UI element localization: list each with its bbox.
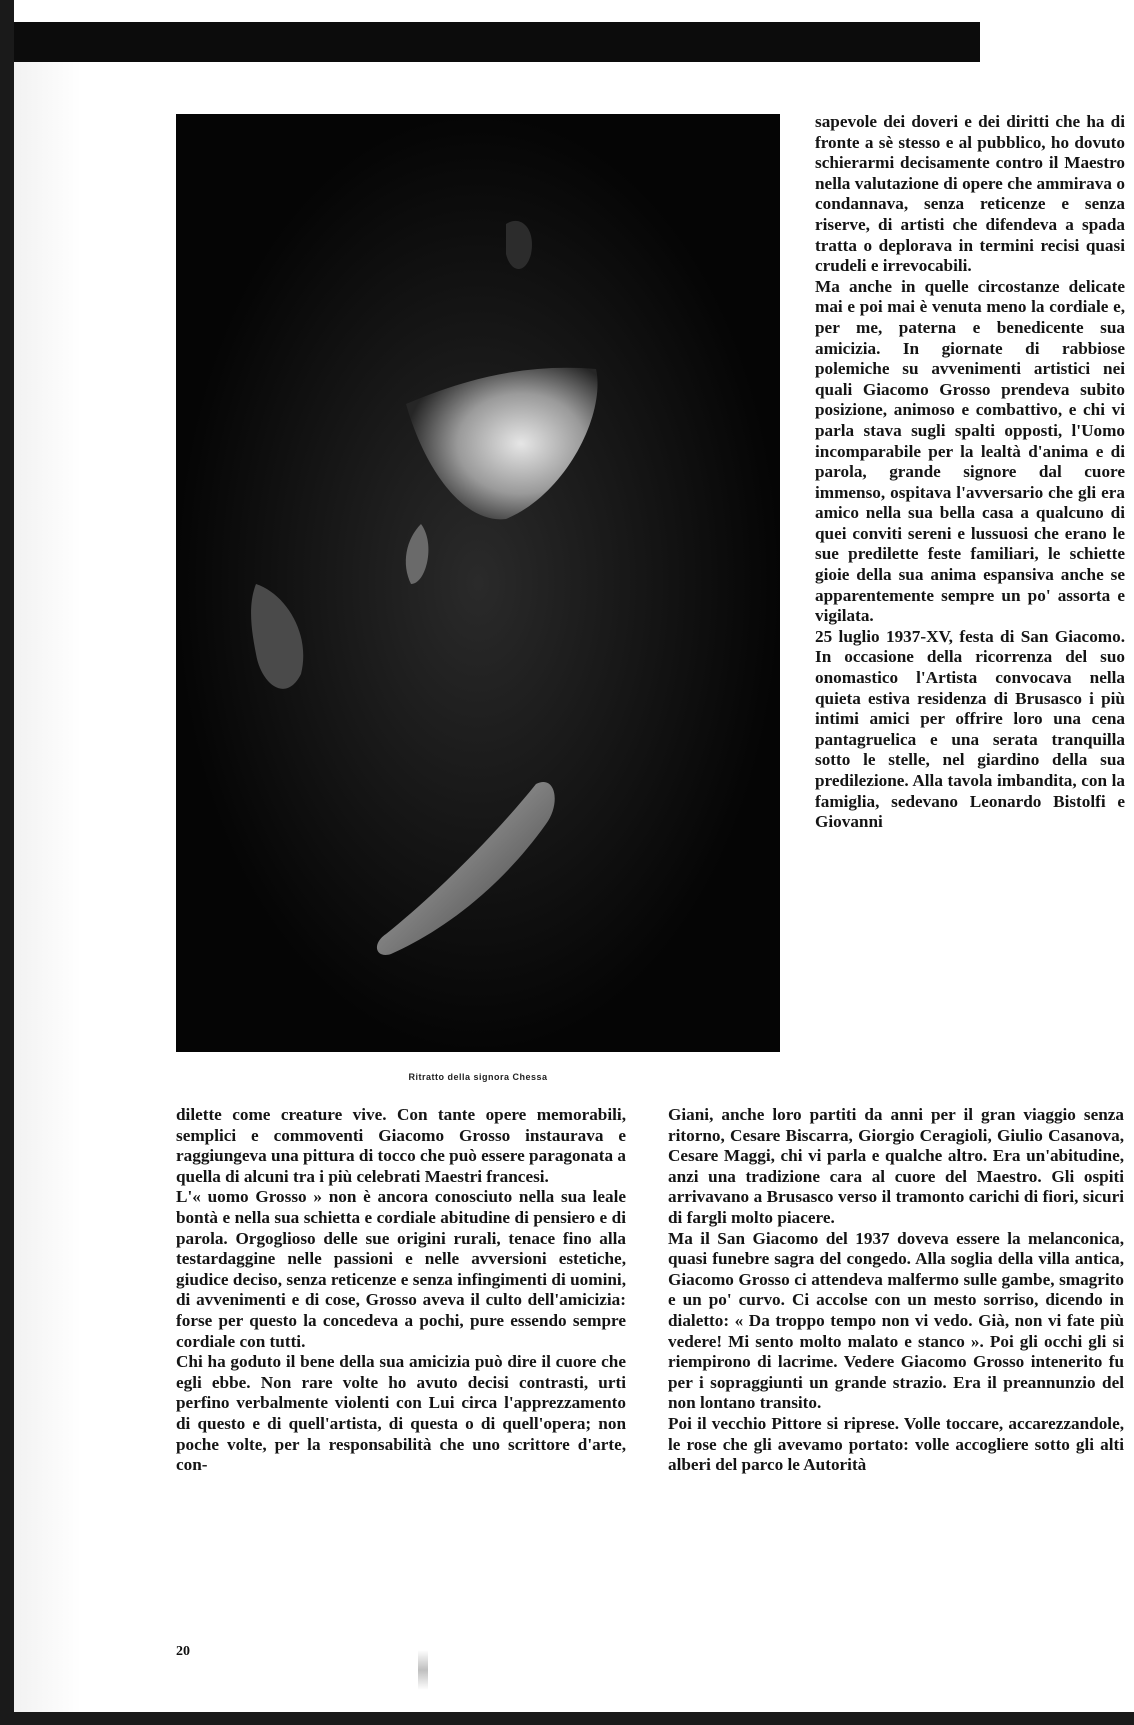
paragraph: dilette come creature vive. Con tante opere memorabili, semplici e commoventi Giacomo Grosso instaurava e raggiungeva una pittura di tocco che può essere paragonata a quella di alcuni tra i più celebrati Maestri francesi. <box>176 1105 626 1186</box>
paragraph: sapevole dei doveri e dei diritti che ha di fronte a sè stesso e al pubblico, ho dovuto schierarmi decisamente contro il Maestro nella valutazione di opere che ammirava o condannava, senza reticenze e senza riserve, di artisti che difendeva a spada tratta o deplorava in termini recisi quasi crudeli e irrevocabili. <box>815 112 1125 276</box>
paragraph: Poi il vecchio Pittore si riprese. Volle toccare, accarezzandole, le rose che gli avevamo portato: volle accogliere sotto gli alti alberi del parco le Autorità <box>668 1413 1124 1475</box>
scan-border-left <box>0 0 14 1725</box>
paragraph: Ma il San Giacomo del 1937 doveva essere la melanconica, quasi funebre sagra del congedo. Alla soglia della villa antica, Giacomo Grosso ci attendeva malfermo sulle gambe, smagrito e un po' curvo. Ci accolse con un mesto sorriso, dicendo in dialetto: « Da troppo tempo non vi vedo. Già, non vi fate più vedere! Mi sento molto malato e stanco ». Poi gli occhi gli si riempirono di lacrime. Vedere Giacomo Grosso intenerito fu per i sopraggiunti un grande strazio. Era il preannunzio del non lontano transito. <box>668 1228 1124 1413</box>
scan-border-bottom <box>0 1712 1134 1725</box>
page-margin-top <box>0 0 1134 22</box>
scan-border-top <box>0 22 980 62</box>
page-number: 20 <box>176 1644 190 1659</box>
article-column-right-bottom <box>668 1105 1124 1476</box>
paragraph: Ma anche in quelle circostanze delicate mai e poi mai è venuta meno la cordiale e, per me, paterna e benedicente sua amicizia. In giornate di rabbiose polemiche su avvenimenti artistici nei quali Giacomo Grosso prendeva subito posizione, animoso e combattivo, e chi vi parla stava sugli spalti opposti, l'Uomo incomparabile per la lealtà d'anima e di parola, grande signore dal cuore immenso, ospitava l'avversario che gli era amico nella sua bella casa a qualcuno di quei conviti sereni e lussuosi che erano le sue predilette feste familiari, le schiette gioie della sua anima espansiva anche se apparentemente sempre un po' assorta e vigilata. <box>815 276 1125 626</box>
paragraph: L'« uomo Grosso » non è ancora conosciuto nella sua leale bontà e nella sua schietta e cordiale abitudine di pensiero e di parola. Orgoglioso delle sue origini rurali, tenace fino alla testardaggine nelle passioni e nelle avversioni estetiche, giudice deciso, senza reticenze e senza infingimenti di uomini, di avvenimenti e di cose, Grosso aveva il culto dell'amicizia: forse per questo la concedeva a pochi, pure essendo sempre cordiale con tutti. <box>176 1187 626 1351</box>
photo-caption: Ritratto della signora Chessa <box>408 1072 548 1082</box>
portrait-photo <box>176 114 780 1052</box>
article-column-right-top <box>815 112 1125 833</box>
scan-artifact <box>418 1650 428 1690</box>
portrait-photo-graphic <box>176 114 780 1052</box>
article-column-left <box>176 1105 626 1476</box>
paragraph: Chi ha goduto il bene della sua amicizia può dire il cuore che egli ebbe. Non rare volte ho avuto decisi contrasti, urti perfino verbalmente violenti con Lui circa l'apprezzamento di questo e di quell'artista, di questa o di quell'opera; non poche volte, per la responsabilità che uno scrittore d'arte, con- <box>176 1352 626 1475</box>
paragraph: 25 luglio 1937-XV, festa di San Giacomo. In occasione della ricorrenza del suo onomastico l'Artista convocava nella quieta estiva residenza di Brusasco i più intimi amici per offrire loro una cena pantagruelica e una serata tranquilla sotto le stelle, nel giardino della sua predilezione. Alla tavola imbandita, con la famiglia, sedevano Leonardo Bistolfi e Giovanni <box>815 626 1125 832</box>
paragraph: Giani, anche loro partiti da anni per il gran viaggio senza ritorno, Cesare Biscarra, Giorgio Ceragioli, Giulio Casanova, Cesare Maggi, chi vi parla e qualche altro. Era un'abitudine, anzi una tradizione cara al cuore del Maestro. Gli ospiti arrivavano a Brusasco verso il tramonto carichi di fiori, sicuri di fargli molto piacere. <box>668 1105 1124 1227</box>
